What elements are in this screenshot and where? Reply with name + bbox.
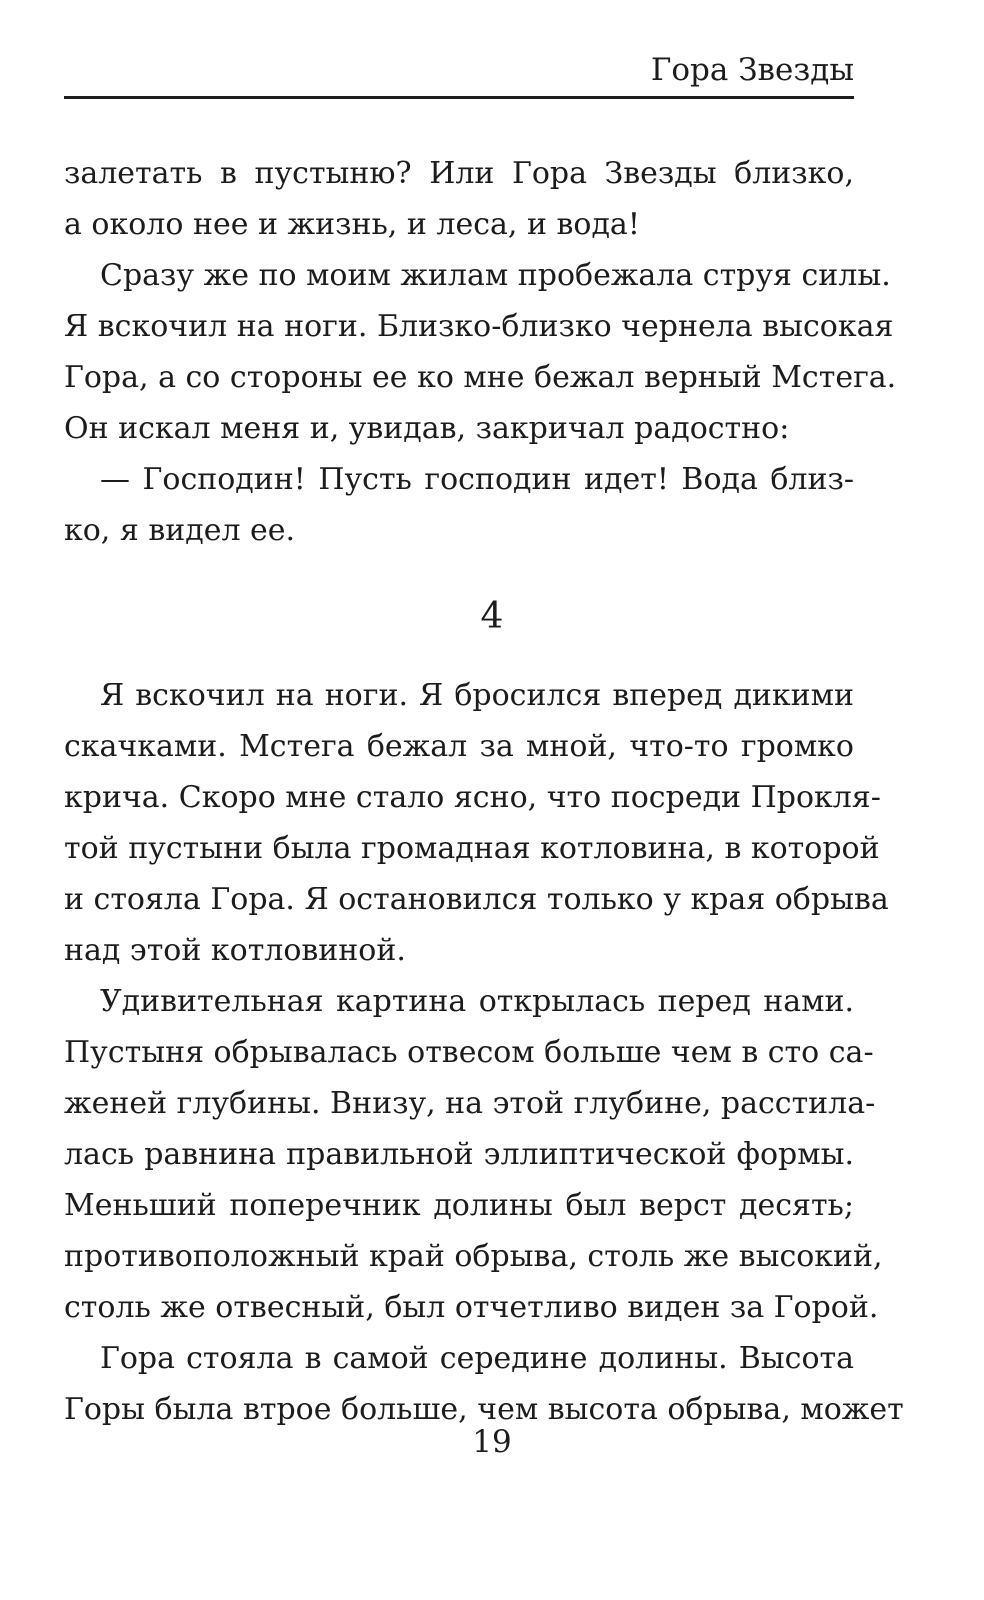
text-line: Сразу же по моим жилам пробежала струя силы. xyxy=(100,258,891,293)
text-line: Гора стояла в самой середине долины. Высота xyxy=(100,1341,854,1376)
text-line: а около нее и жизнь, и леса, и вода! xyxy=(64,207,640,242)
text-line: женей глубины. Внизу, на этой глубине, расстила- xyxy=(64,1086,876,1121)
text-block-main xyxy=(64,670,904,1435)
text-line: крича. Скоро мне стало ясно, что посреди Прокля- xyxy=(64,780,881,815)
text-line: скачками. Мстега бежал за мной, что-то громко xyxy=(64,729,854,764)
text-line: Меньший поперечник долины был верст десять; xyxy=(64,1188,854,1223)
text-line: Я вскочил на ноги. Близко-близко чернела высокая xyxy=(64,309,894,344)
text-line: лась равнина правильной эллиптической формы. xyxy=(64,1137,854,1172)
text-line: Гора, а со стороны ее ко мне бежал верный Мстега. xyxy=(64,360,897,395)
text-line: над этой котловиной. xyxy=(64,933,406,968)
running-title: Гора Звезды xyxy=(650,52,854,88)
chapter-number: 4 xyxy=(480,596,504,637)
text-line: и стояла Гора. Я остановился только у края обрыва xyxy=(64,882,889,917)
page-number: 19 xyxy=(472,1424,512,1460)
text-line: — Господин! Пусть господин идет! Вода близ- xyxy=(100,462,854,497)
text-line: залетать в пустыню? Или Гора Звезды близко, xyxy=(64,156,854,191)
text-line: Пустыня обрывалась отвесом больше чем в сто са- xyxy=(64,1035,874,1070)
text-line: ко, я видел ее. xyxy=(64,513,296,548)
text-line: Удивительная картина открылась перед нами. xyxy=(100,984,854,1019)
running-header xyxy=(64,48,854,99)
text-line: Горы была втрое больше, чем высота обрыва, может xyxy=(64,1392,904,1427)
text-line: столь же отвесный, был отчетливо виден за Горой. xyxy=(64,1290,879,1325)
text-line: той пустыни была громадная котловина, в которой xyxy=(64,831,880,866)
text-line: Он искал меня и, увидав, закричал радостно: xyxy=(64,411,790,446)
text-block-top xyxy=(64,148,897,556)
text-line: противоположный край обрыва, столь же высокий, xyxy=(64,1239,883,1274)
text-line: Я вскочил на ноги. Я бросился вперед дикими xyxy=(100,678,854,713)
